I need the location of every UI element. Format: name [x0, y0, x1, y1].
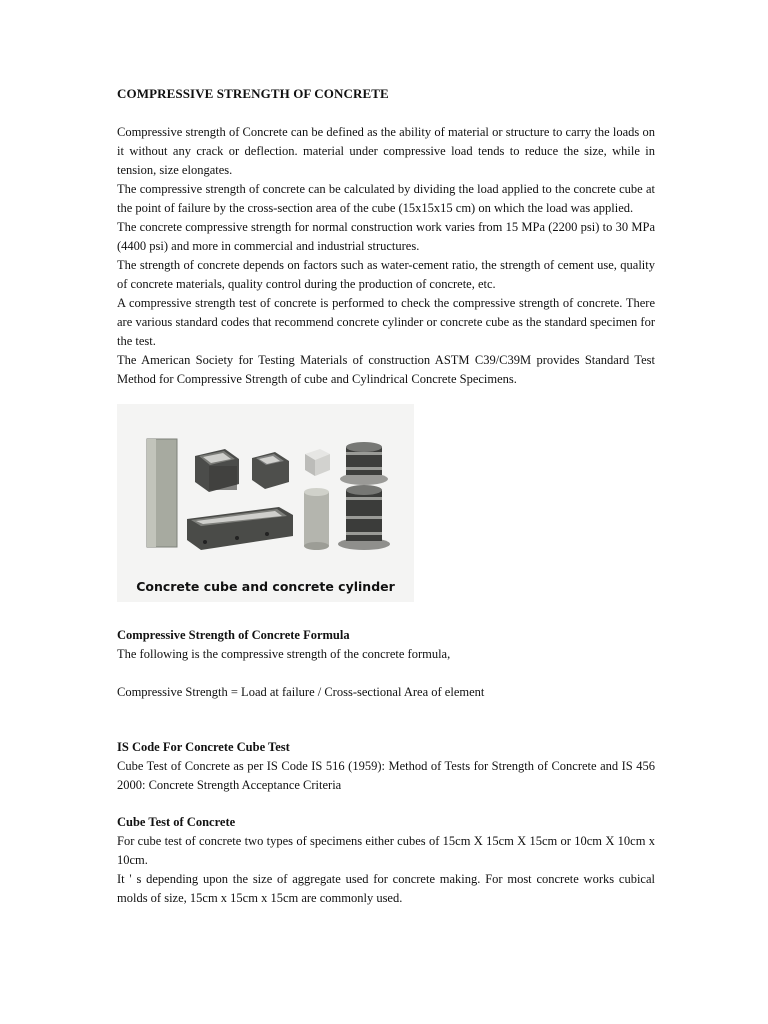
is-code-heading: IS Code For Concrete Cube Test: [117, 740, 290, 754]
formula-intro: The following is the compressive strength of the concrete formula,: [117, 647, 451, 661]
intro-paragraph-2: The compressive strength of concrete can be calculated by dividing the load applied to the concrete cube at the point of failure by the cross-section area of the cube (15x15x15 cm) on which the load was applied.: [117, 182, 655, 215]
intro-paragraph-5: A compressive strength test of concrete is performed to check the compressive strength of concrete. There are various standard codes that recommend concrete cylinder or concrete cube as the standard specimen for the test.: [117, 296, 655, 348]
formula-heading: Compressive Strength of Concrete Formula: [117, 628, 350, 642]
is-code-text: Cube Test of Concrete as per IS Code IS 516 (1959): Method of Tests for Strength of Concrete and IS 456 2000: Concrete Strength Acceptance Criteria: [117, 759, 655, 792]
cube-test-paragraph-1: For cube test of concrete two types of specimens either cubes of 15cm X 15cm X 15cm or 10cm X 10cm x 10cm.: [117, 834, 655, 867]
cube-test-heading: Cube Test of Concrete: [117, 815, 236, 829]
concrete-specimens-figure: [117, 404, 414, 602]
intro-paragraph-3: The concrete compressive strength for normal construction work varies from 15 MPa (2200 psi) to 30 MPa (4400 psi) and more in commercial and industrial structures.: [117, 220, 655, 253]
document-title: COMPRESSIVE STRENGTH OF CONCRETE: [117, 86, 389, 101]
intro-paragraph-1: Compressive strength of Concrete can be defined as the ability of material or structure to carry the loads on it without any crack or deflection. material under compressive load tends to reduce the size, while in tension, size elongates.: [117, 125, 655, 177]
concrete-molds-illustration: [117, 404, 414, 574]
figure-caption: Concrete cube and concrete cylinder: [136, 579, 395, 594]
intro-paragraph-4: The strength of concrete depends on factors such as water-cement ratio, the strength of cement use, quality of concrete materials, quality control during the production of concrete, etc.: [117, 258, 655, 291]
document-page: [117, 86, 655, 908]
formula-text: Compressive Strength = Load at failure / Cross-sectional Area of element: [117, 685, 485, 699]
cube-test-paragraph-2: It ' s depending upon the size of aggregate used for concrete making. For most concrete works cubical molds of size, 15cm x 15cm x 15cm are commonly used.: [117, 872, 655, 905]
intro-paragraph-6: The American Society for Testing Materials of construction ASTM C39/C39M provides Standard Test Method for Compressive Strength of cube and Cylindrical Concrete Specimens.: [117, 353, 655, 386]
